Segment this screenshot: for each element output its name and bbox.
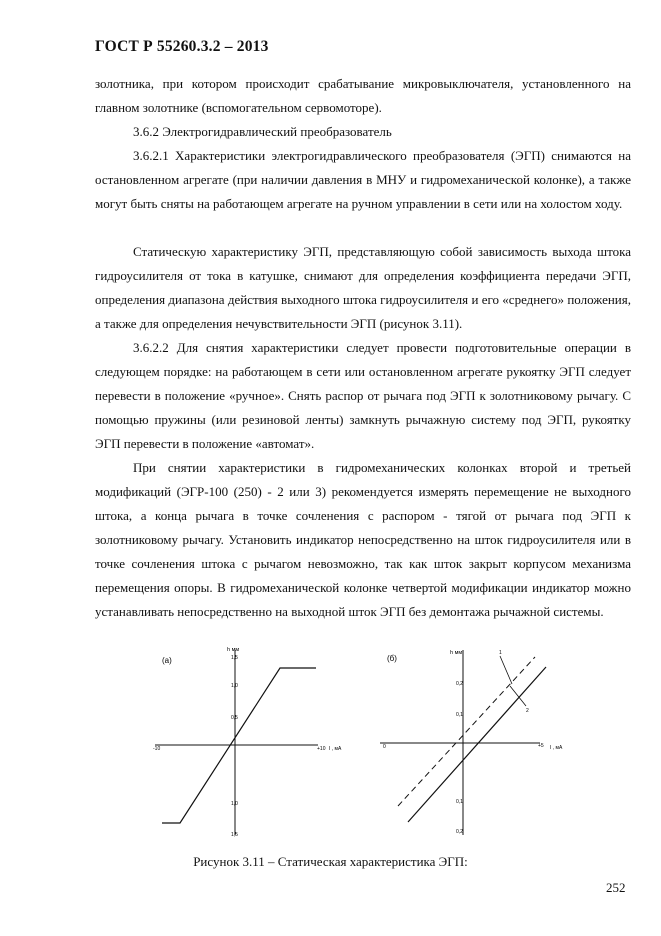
panel-b-tick-y-top: 0,2 xyxy=(456,681,463,687)
panel-a-y-label: h мм xyxy=(227,647,240,653)
paragraph-modifications: При снятии характеристики в гидромеханических колонках второй и третьей модификаций (ЭГР-100 (250) - 2 или 3) рекомендуется измерять перемещение не выходного штока, а конца рычага в точке сочленения с распором - тягой от рычага под ЭГП к золотниковому рычагу. Установить индикатор непосредственно на шток гидроусилителя или в точке сочленения штока с рычагом невозможно, так как шток закрыт корпусом механизма перемещения опоры. В гидромеханической колонке четвертой модификации индикатор можно устанавливать непосредственно на выходной шток ЭГП без демонтажа рычажной системы. xyxy=(95,460,631,619)
paragraph-static-characteristic: Статическую характеристику ЭГП, представляющую собой зависимость выхода штока гидроусилителя от тока в катушке, снимают для определения коэффициента передачи ЭГП, определения диапазона действия выходного штока гидроусилителя и его «среднего» положения, а также для определения нечувствительности ЭГП (рисунок 3.11). xyxy=(95,244,631,331)
panel-b-leader-1 xyxy=(500,656,512,684)
panel-b-leader-2 xyxy=(510,686,526,706)
panel-b-y-label: h мм xyxy=(450,650,463,656)
paragraph-continuation: золотника, при котором происходит срабатывание микровыключателя, установленного на главном золотнике (вспомогательном сервомоторе). xyxy=(95,76,631,115)
panel-b xyxy=(380,650,563,835)
paragraph-3-6-2-2: 3.6.2.2 Для снятия характеристики следует провести подготовительные операции в следующем порядке: на работающем в сети или остановленном агрегате рукоятку ЭГП следует перевести в положение «ручное». Снять распор от рычага под ЭГП к золотниковому рычагу. С помощью пружины (или резиновой ленты) замкнуть рычажную систему под ЭГП, рукоятку ЭГП перевести в положение «автомат». xyxy=(95,340,631,451)
panel-b-solid-line xyxy=(408,667,546,822)
figure-caption: Рисунок 3.11 – Статическая характеристика ЭГП: xyxy=(193,854,468,869)
panel-a-tick-y-mid: 1,0 xyxy=(231,683,238,689)
panel-a-tick-y-top: 1,5 xyxy=(231,655,238,661)
panel-b-tick-x-left: 0 xyxy=(383,744,386,750)
panel-b-label: (б) xyxy=(387,654,397,663)
section-heading-3-6-2: 3.6.2 Электрогидравлический преобразователь xyxy=(133,124,392,139)
panel-a-tick-x-right: +10 xyxy=(317,746,326,752)
panel-a-tick-y-small: 0,5 xyxy=(231,715,238,721)
panel-b-dashed-line xyxy=(398,657,535,806)
panel-a-tick-x-left: -10 xyxy=(153,746,161,752)
panel-b-curve-label-2: 2 xyxy=(526,708,529,714)
panel-a-tick-y-lower: 1,0 xyxy=(231,801,238,807)
document-header: ГОСТ Р 55260.3.2 – 2013 xyxy=(95,38,269,55)
panel-b-tick-y-bottom: 0,2 xyxy=(456,829,463,835)
panel-b-tick-x-right: +5 xyxy=(538,743,544,749)
panel-a-label: (а) xyxy=(162,656,172,665)
panel-b-tick-y-upper: 0,1 xyxy=(456,712,463,718)
panel-b-curve-label-1: 1 xyxy=(499,650,502,656)
panel-b-x-label: I , мА xyxy=(550,745,563,751)
page-number: 252 xyxy=(606,880,626,895)
paragraph-3-6-2-1: 3.6.2.1 Характеристики электрогидравлического преобразователя (ЭГП) снимаются на остановленном агрегате (при наличии давления в МНУ и гидромеханической колонке), а также могут быть сняты на работающем агрегате на ручном управлении в сети или на холостом ходу. xyxy=(95,148,631,211)
panel-a-x-label: I , мА xyxy=(329,746,342,752)
panel-a-tick-y-bottom: 1,5 xyxy=(231,832,238,838)
panel-a xyxy=(153,647,342,838)
panel-b-tick-y-lower: 0,1 xyxy=(456,799,463,805)
